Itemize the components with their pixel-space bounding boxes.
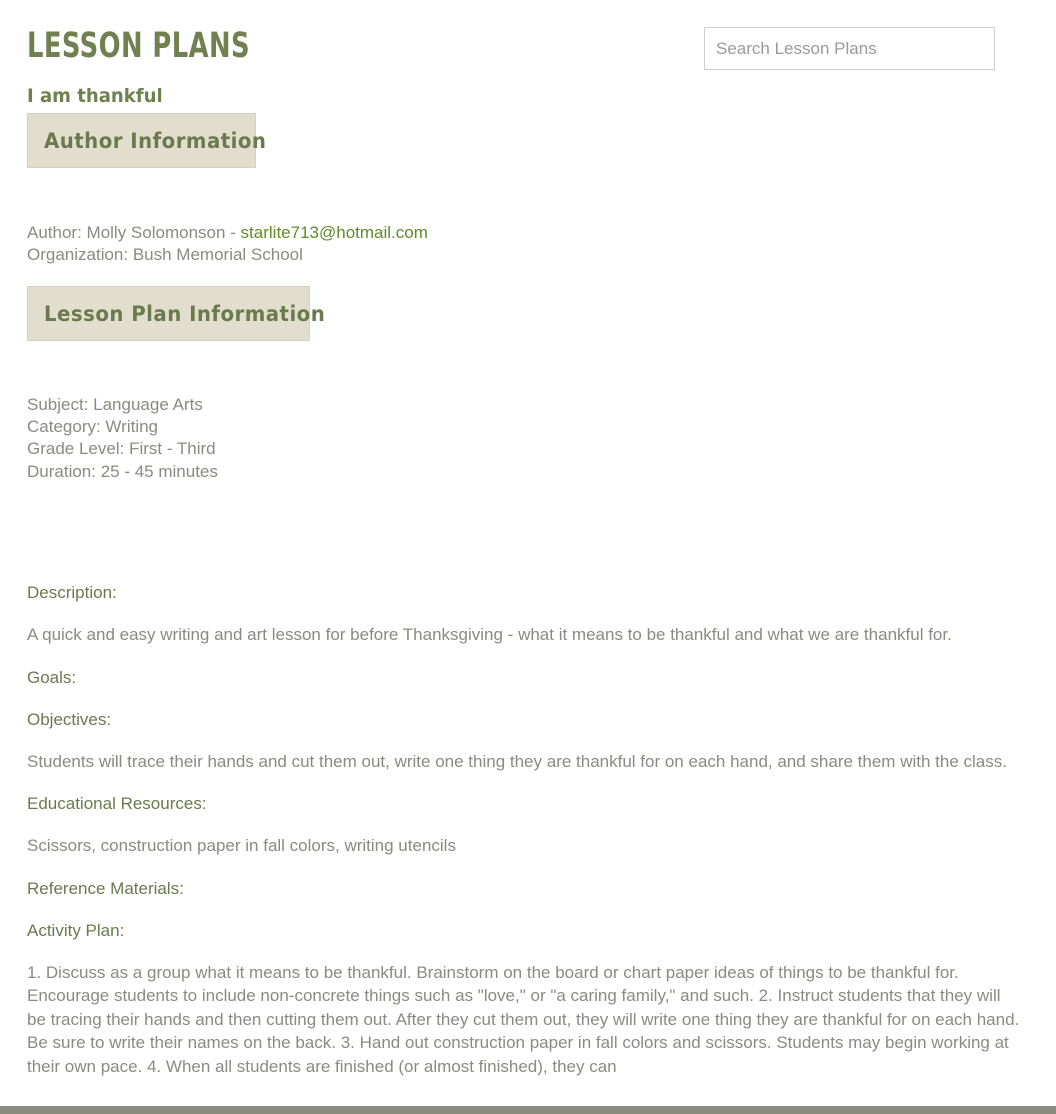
lesson-plan-information-block: [27, 394, 218, 483]
author-information-header: [27, 113, 267, 168]
reference-materials-heading: Reference Materials:: [27, 878, 184, 898]
page-header: [0, 0, 1056, 82]
activity-plan-heading: Activity Plan:: [27, 920, 125, 940]
objectives-body: Students will trace their hands and cut them out, write one thing they are thankful for on each hand, and share them with the class.: [27, 751, 1007, 771]
search-container: [704, 27, 995, 70]
description-body: A quick and easy writing and art lesson for before Thanksgiving - what it means to be thankful and what we are thankful for.: [27, 625, 952, 644]
objectives-heading: Objectives:: [27, 709, 112, 729]
bottom-band: [0, 1106, 1056, 1114]
spacer: [27, 773, 1022, 793]
educational-resources-body: Scissors, construction paper in fall colors, writing utencils: [27, 836, 456, 855]
category-line: Category: Writing: [27, 417, 159, 437]
spacer: [27, 604, 1022, 623]
subject-line: Subject: Language Arts: [27, 395, 203, 414]
duration-line: Duration: 25 - 45 minutes: [27, 461, 218, 481]
activity-plan-body: 1. Discuss as a group what it means to be thankful. Brainstorm on the board or chart paper ideas of things to be thankful for. Encourage students to include non-concrete things such as "love," or "a caring family," and such. 2. Instruct students that they will be tracing their hands and then cutting them out. After they cut them out, they will write one thing they are thankful for on each hand. Be sure to write their names on the back. 3. Hand out construction paper in fall colors and scissors. Students may begin working at their own pace. 4. When all students are finished (or almost finished), they can: [27, 962, 1020, 1076]
grade-level-line: Grade Level: First - Third: [27, 439, 216, 459]
educational-resources-heading: Educational Resources:: [27, 794, 207, 813]
page-title: LESSON PLANS: [27, 26, 251, 66]
lesson-plan-information-header: [27, 286, 326, 341]
author-information-label: Author Information: [44, 128, 267, 153]
goals-heading: Goals:: [27, 667, 77, 687]
spacer: [27, 858, 1022, 878]
spacer: [27, 815, 1022, 834]
author-name-text: Author: Molly Solomonson -: [27, 223, 241, 242]
author-email-link[interactable]: starlite713@hotmail.com: [240, 223, 428, 242]
author-line: [27, 222, 428, 244]
spacer: [27, 731, 1022, 750]
search-input[interactable]: [704, 27, 995, 70]
spacer: [27, 647, 1022, 667]
organization-line: Organization: Bush Memorial School: [27, 245, 303, 265]
spacer: [27, 942, 1022, 961]
lesson-content: [27, 582, 1022, 1078]
description-heading: Description:: [27, 583, 117, 602]
lesson-plan-title: I am thankful: [27, 85, 163, 107]
spacer: [27, 900, 1022, 920]
lesson-plan-information-label: Lesson Plan Information: [44, 301, 326, 326]
author-information-block: [27, 222, 428, 266]
spacer: [27, 689, 1022, 709]
